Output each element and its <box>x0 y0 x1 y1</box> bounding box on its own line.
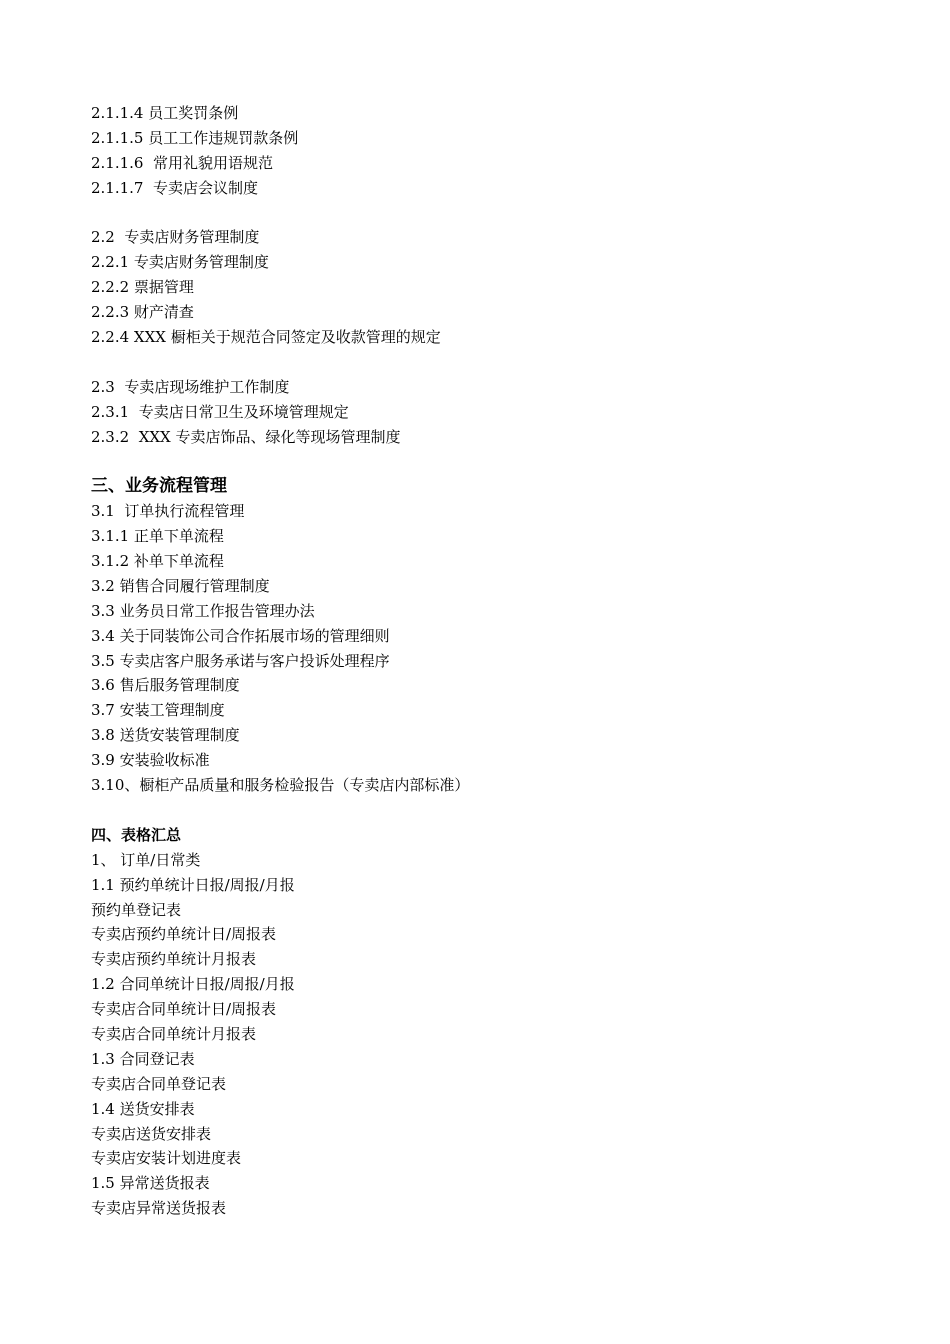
toc-line: 1.3 合同登记表 <box>91 1049 195 1068</box>
toc-line: 2.2.1 专卖店财务管理制度 <box>91 253 269 272</box>
toc-line: 1.4 送货安排表 <box>91 1099 195 1118</box>
toc-line: 3.1 订单执行流程管理 <box>91 502 245 521</box>
toc-line: 3.10、橱柜产品质量和服务检验报告（专卖店内部标准） <box>91 776 470 795</box>
toc-line: 预约单登记表 <box>91 900 182 919</box>
toc-line: 3.1.2 补单下单流程 <box>91 552 224 571</box>
section-3-list <box>91 499 871 798</box>
toc-line: 专卖店预约单统计月报表 <box>91 950 257 969</box>
blank-line <box>91 449 871 474</box>
section-4-heading: 四、表格汇总 <box>91 825 182 844</box>
toc-line: 2.1.1.7 专卖店会议制度 <box>91 178 259 197</box>
toc-line: 1.1 预约单统计日报/周报/月报 <box>91 875 295 894</box>
toc-line: 3.8 送货安装管理制度 <box>91 726 240 745</box>
section-2-2-list <box>91 225 871 349</box>
toc-line: 2.3.1 专卖店日常卫生及环境管理规定 <box>91 402 349 421</box>
blank-line <box>91 201 871 226</box>
toc-line: 2.3 专卖店现场维护工作制度 <box>91 377 290 396</box>
section-2-3-list <box>91 375 871 450</box>
toc-line: 专卖店合同单登记表 <box>91 1074 227 1093</box>
toc-line: 2.2 专卖店财务管理制度 <box>91 228 260 247</box>
toc-line: 2.1.1.6 常用礼貌用语规范 <box>91 153 274 172</box>
toc-line: 2.2.4 XXX 橱柜关于规范合同签定及收款管理的规定 <box>91 328 441 347</box>
toc-line: 专卖店异常送货报表 <box>91 1199 227 1218</box>
blank-line <box>91 798 871 823</box>
toc-line: 3.6 售后服务管理制度 <box>91 676 240 695</box>
toc-line: 专卖店合同单统计日/周报表 <box>91 1000 277 1019</box>
toc-line: 3.4 关于同装饰公司合作拓展市场的管理细则 <box>91 626 390 645</box>
toc-line: 2.3.2 XXX 专卖店饰品、绿化等现场管理制度 <box>91 427 401 446</box>
toc-line: 2.1.1.5 员工工作违规罚款条例 <box>91 128 299 147</box>
toc-line: 专卖店预约单统计日/周报表 <box>91 925 277 944</box>
toc-line: 专卖店合同单统计月报表 <box>91 1024 257 1043</box>
toc-line: 1、 订单/日常类 <box>91 850 201 869</box>
toc-line: 3.7 安装工管理制度 <box>91 701 225 720</box>
document-page <box>91 101 871 1221</box>
toc-line: 3.3 业务员日常工作报告管理办法 <box>91 601 315 620</box>
toc-line: 2.2.3 财产清查 <box>91 303 194 322</box>
toc-line: 3.1.1 正单下单流程 <box>91 527 224 546</box>
toc-line: 3.2 销售合同履行管理制度 <box>91 576 270 595</box>
section-2-1-list <box>91 101 871 201</box>
toc-line: 1.5 异常送货报表 <box>91 1174 210 1193</box>
toc-line: 3.9 安装验收标准 <box>91 751 210 770</box>
section-3-heading: 三、业务流程管理 <box>91 476 227 497</box>
blank-line <box>91 350 871 375</box>
toc-line: 专卖店安装计划进度表 <box>91 1149 242 1168</box>
toc-line: 3.5 专卖店客户服务承诺与客户投诉处理程序 <box>91 651 390 670</box>
toc-line: 2.2.2 票据管理 <box>91 278 194 297</box>
section-4-list <box>91 848 871 1221</box>
toc-line: 2.1.1.4 员工奖罚条例 <box>91 104 239 122</box>
toc-line: 专卖店送货安排表 <box>91 1124 212 1143</box>
toc-line: 1.2 合同单统计日报/周报/月报 <box>91 975 295 994</box>
